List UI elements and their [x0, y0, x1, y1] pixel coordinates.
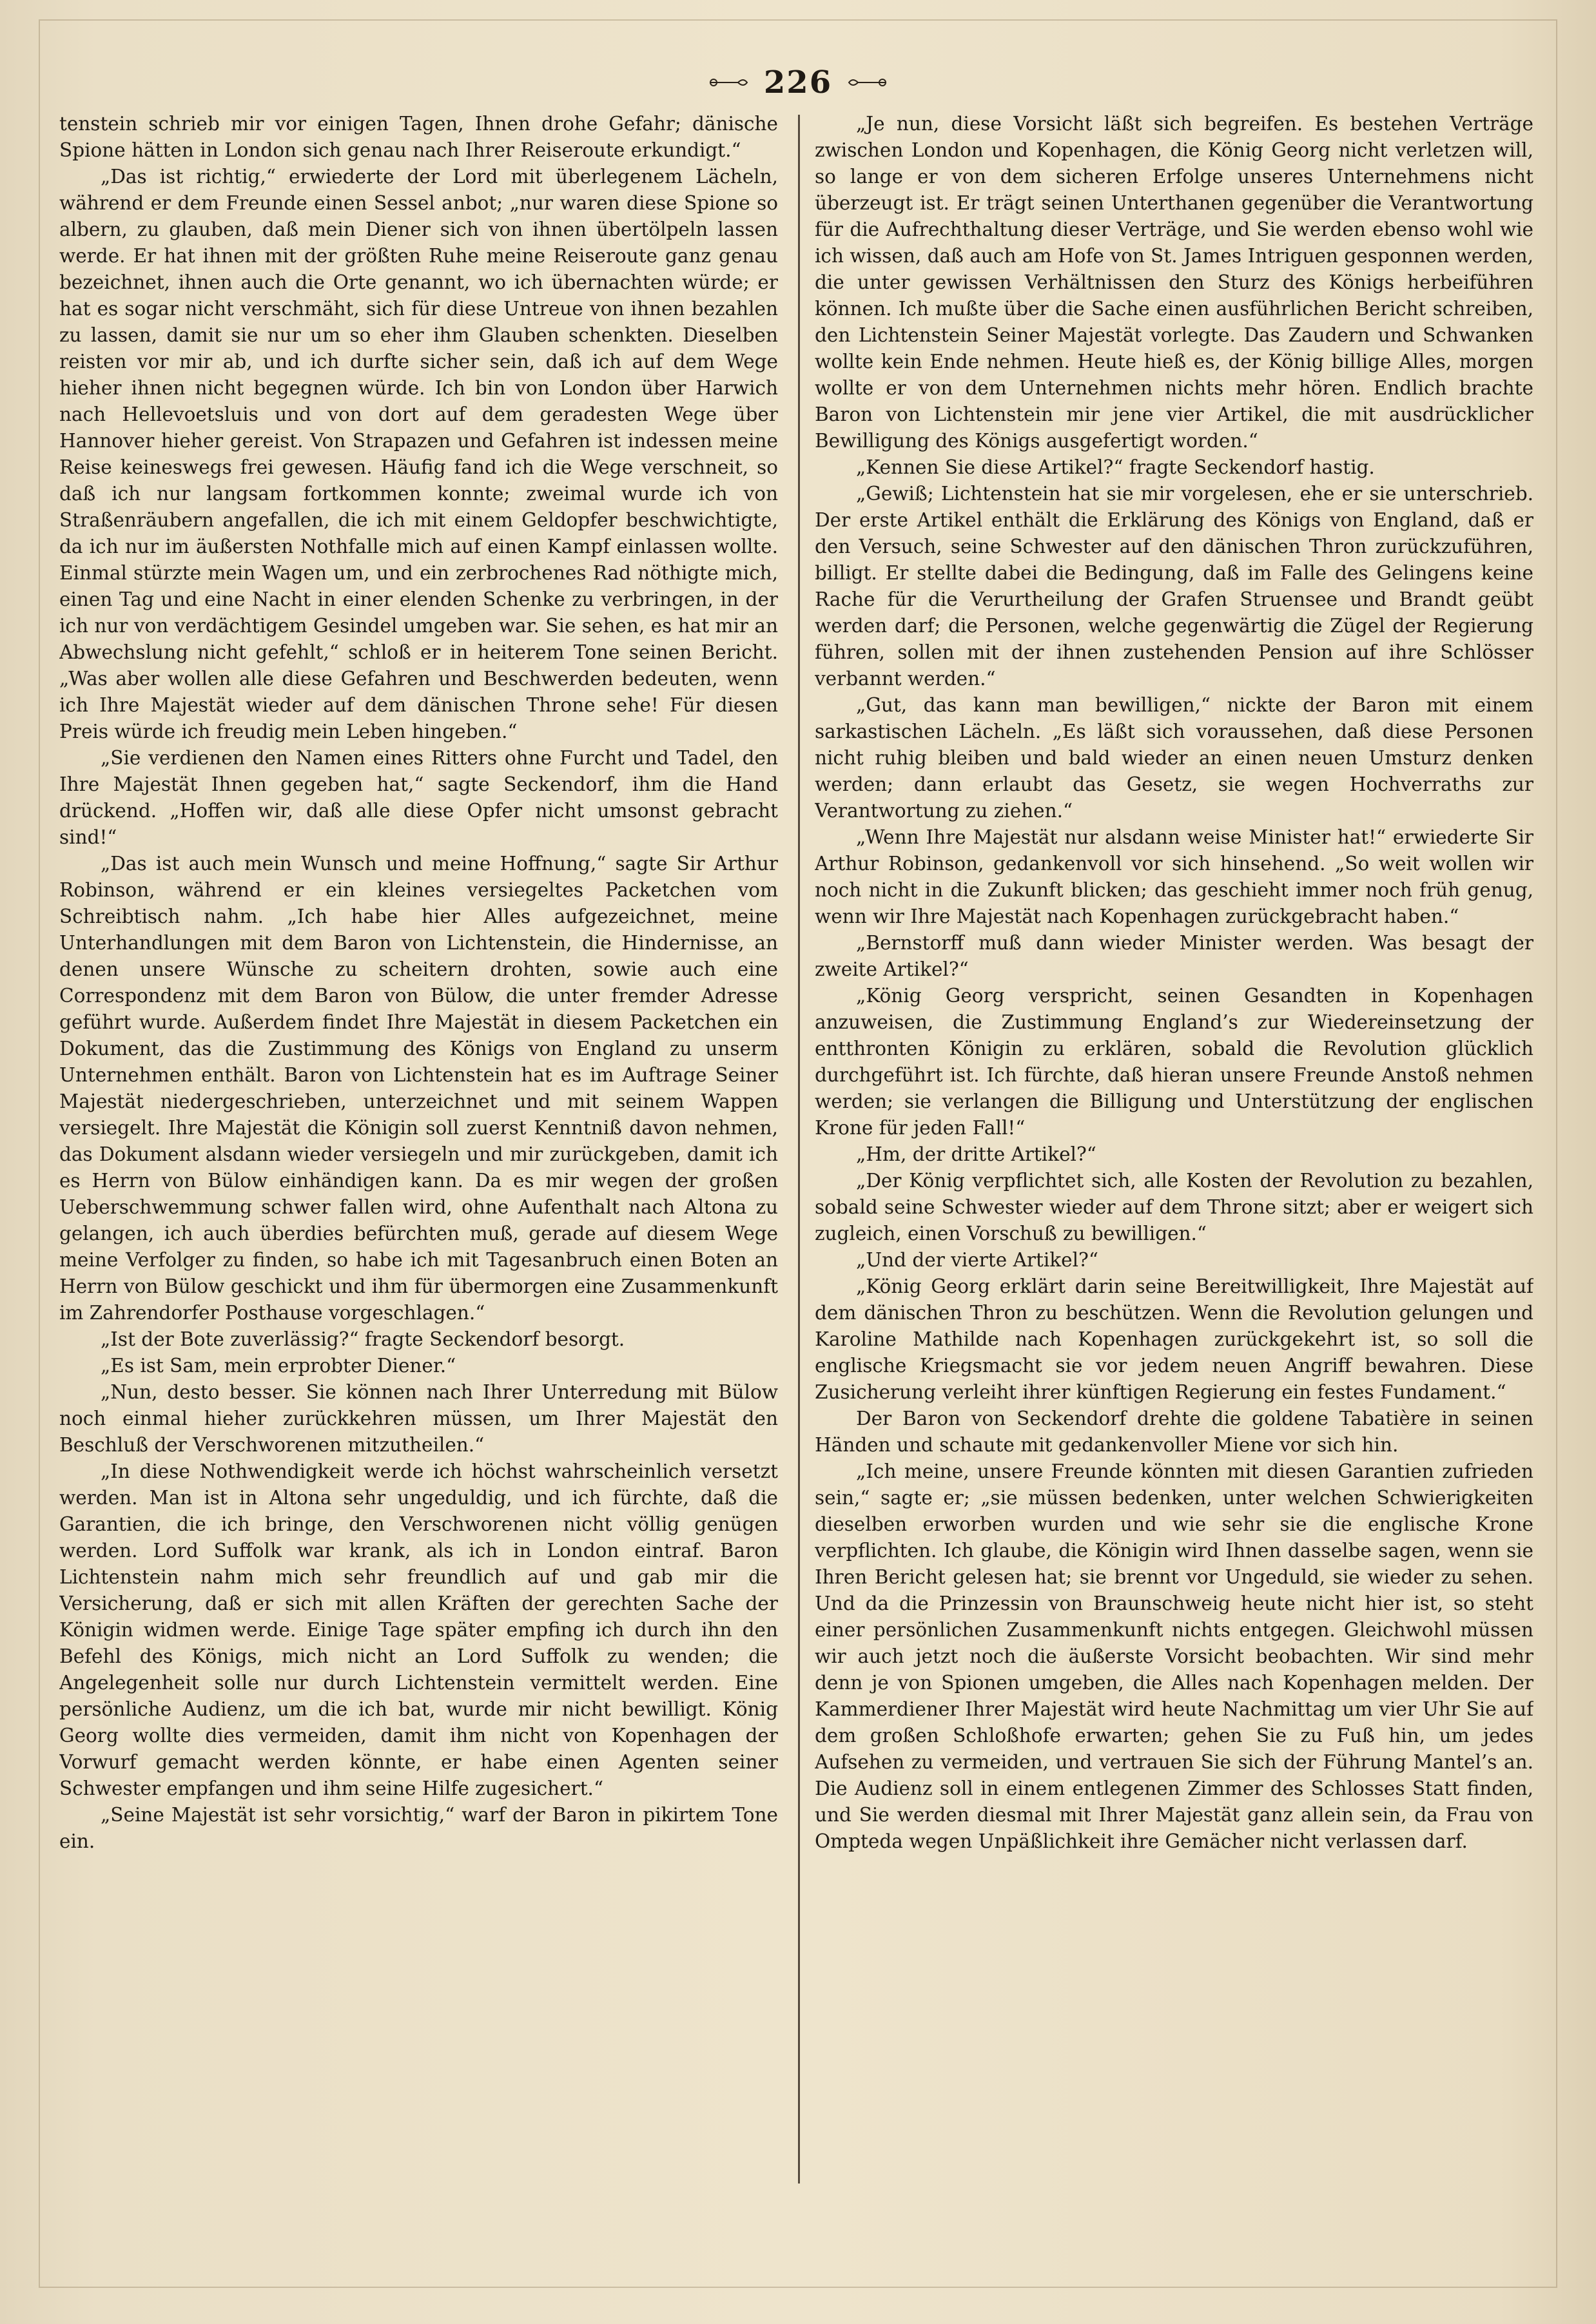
paragraph: Der Baron von Seckendorf drehte die goldene Tabatière in seinen Händen und schaute mit gedankenvoller Miene vor sich hin. [815, 1408, 1533, 1456]
paragraph: „Der König verpflichtet sich, alle Kosten der Revolution zu bezahlen, sobald seine Schwester wieder auf dem Throne sitzt; aber er weigert sich zugleich, einen Vorschuß zu bewilligen.“ [815, 1170, 1533, 1244]
paragraph: „Kennen Sie diese Artikel?“ fragte Seckendorf hastig. [856, 456, 1375, 478]
paragraph: „Das ist auch mein Wunsch und meine Hoffnung,“ sagte Sir Arthur Robinson, während er ein kleines versiegeltes Packetchen vom Schreibtisch nahm. „Ich habe hier Alles aufgezeichnet, meine Unterhandlungen mit dem Baron von Lichtenstein, die Hindernisse, an denen unsere Wünsche zu scheitern drohten, sowie auch eine Correspondenz mit dem Baron von Bülow, die unter fremder Adresse geführt wurde. Außerdem findet Ihre Majestät in diesem Packetchen ein Dokument, das die Zustimmung des Königs von England zu unserm Unternehmen enthält. Baron von Lichtenstein hat es im Auftrage Seiner Majestät niedergeschrieben, unterzeichnet und mit seinem Wappen versiegelt. Ihre Majestät die Königin soll zuerst Kenntniß davon nehmen, das Dokument alsdann wieder versiegeln und mir zurückgeben, damit ich es Herrn von Bülow einhändigen kann. Da es mir wegen der großen Ueberschwemmung schwer fallen wird, ohne Aufenthalt nach Altona zu gelangen, ich auch überdies befürchten muß, gerade auf diesem Wege meine Verfolger zu finden, so habe ich mit Tagesanbruch einen Boten an Herrn von Bülow geschickt und ihm für übermorgen eine Zusammenkunft im Zahrendorfer Posthause vorgeschlagen.“ [59, 853, 778, 1324]
paragraph: „Nun, desto besser. Sie können nach Ihrer Unterredung mit Bülow noch einmal hieher zurückkehren müssen, um Ihrer Majestät den Beschluß der Verschworenen mitzutheilen.“ [59, 1381, 778, 1456]
paragraph: „Bernstorff muß dann wieder Minister werden. Was besagt der zweite Artikel?“ [815, 932, 1533, 980]
paragraph: „Gewiß; Lichtenstein hat sie mir vorgelesen, ehe er sie unterschrieb. Der erste Artikel enthält die Erklärung des Königs von England, daß er den Versuch, seine Schwester auf den dänischen Thron zurückzuführen, billigt. Er stellte dabei die Bedingung, daß im Falle des Gelingens keine Rache für die Verurtheilung der Grafen Struensee und Brandt geübt werden darf; die Personen, welche gegenwärtig die Zügel der Regierung führen, sollen mit der ihnen zustehenden Pension auf ihre Schlösser verbannt werden.“ [815, 483, 1533, 690]
paragraph: „Sie verdienen den Namen eines Ritters ohne Furcht und Tadel, den Ihre Majestät Ihnen gegeben hat,“ sagte Seckendorf, ihm die Hand drückend. „Hoffen wir, daß alle diese Opfer nicht umsonst gebracht sind!“ [59, 747, 778, 848]
paragraph: „Seine Majestät ist sehr vorsichtig,“ warf der Baron in pikirtem Tone ein. [59, 1804, 778, 1852]
page-header [0, 57, 1596, 108]
paragraph: „Das ist richtig,“ erwiederte der Lord mit überlegenem Lächeln, während er dem Freunde einen Sessel anbot; „nur waren diese Spione so albern, zu glauben, daß mein Diener sich von ihnen übertölpeln lassen werde. Er hat ihnen mit der größten Ruhe meine Reiseroute ganz genau bezeichnet, ihnen auch die Orte genannt, wo ich übernachten würde; er hat es sogar nicht verschmäht, sich für diese Untreue von ihnen bezahlen zu lassen, damit sie nur um so eher ihm Glauben schenkten. Dieselben reisten vor mir ab, und ich durfte sicher sein, daß ich auf dem Wege hieher ihnen nicht begegnen würde. Ich bin von London über Harwich nach Hellevoetsluis und von dort auf dem geradesten Wege über Hannover hieher gereist. Von Strapazen und Gefahren ist indessen meine Reise keineswegs frei gewesen. Häufig fand ich die Wege verschneit, so daß ich nur langsam fortkommen konnte; zweimal wurde ich von Straßenräubern angefallen, die ich mit einem Geldopfer beschwichtigte, da ich nur im äußersten Nothfalle mich auf einen Kampf einlassen wollte. Einmal stürzte mein Wagen um, und ein zerbrochenes Rad nöthigte mich, einen Tag und eine Nacht in einer elenden Schenke zu verbringen, in der ich nur von verdächtigem Gesindel umgeben war. Sie sehen, es hat mir an Abwechslung nicht gefehlt,“ schloß er in heiterem Tone seinen Bericht. „Was aber wollen alle diese Gefahren und Beschwerden bedeuten, wenn ich Ihre Majestät wieder auf dem dänischen Throne sehe! Für diesen Preis würde ich freudig mein Leben hingeben.“ [59, 166, 778, 742]
paragraph: „Und der vierte Artikel?“ [856, 1249, 1098, 1271]
left-ornament-icon [706, 73, 751, 92]
paragraph: „Ich meine, unsere Freunde könnten mit diesen Garantien zufrieden sein,“ sagte er; „sie müssen bedenken, unter welchen Schwierigkeiten dieselben erworben wurden und wie sehr sie die englische Krone verpflichten. Ich glaube, die Königin wird Ihnen dasselbe sagen, wenn sie Ihren Bericht gelesen hat; sie brennt vor Ungeduld, sie wieder zu sehen. Und da die Prinzessin von Braunschweig heute nicht hier ist, so steht einer persönlichen Zusammenkunft nichts entgegen. Gleichwohl müssen wir auch jetzt noch die äußerste Vorsicht beobachten. Wir sind mehr denn je von Spionen umgeben, die Alles nach Kopenhagen melden. Der Kammerdiener Ihrer Majestät wird heute Nachmittag um vier Uhr Sie auf dem großen Schloßhofe erwarten; gehen Sie zu Fuß hin, um jedes Aufsehen zu vermeiden, und vertrauen Sie sich der Führung Mantel’s an. Die Audienz soll in einem entlegenen Zimmer des Schlosses Statt finden, und Sie werden diesmal mit Ihrer Majestät ganz allein sein, da Frau von Ompteda wegen Unpäßlichkeit ihre Gemächer nicht verlassen darf. [815, 1460, 1533, 1852]
right-ornament-icon [845, 73, 890, 92]
paragraph: tenstein schrieb mir vor einigen Tagen, Ihnen drohe Gefahr; dänische Spione hätten in London sich genau nach Ihrer Reiseroute erkundigt.“ [59, 113, 778, 161]
paragraph: „Ist der Bote zuverlässig?“ fragte Seckendorf besorgt. [101, 1328, 625, 1350]
paragraph: „König Georg verspricht, seinen Gesandten in Kopenhagen anzuweisen, die Zustimmung England’s zur Wiedereinsetzung der entthronten Königin zu erklären, sobald die Revolution glücklich durchgeführt ist. Ich fürchte, daß hieran unsere Freunde Anstoß nehmen werden; sie verlangen die Billigung und Unterstützung der englischen Krone für jeden Fall!“ [815, 985, 1533, 1139]
page-number: 226 [763, 64, 833, 101]
left-column [59, 111, 778, 2183]
right-column [815, 111, 1533, 2183]
paragraph: „Je nun, diese Vorsicht läßt sich begreifen. Es bestehen Verträge zwischen London und Kopenhagen, die König Georg nicht verletzen will, so lange er von dem sicheren Erfolge unseres Unternehmens nicht überzeugt ist. Er trägt seinen Unterthanen gegenüber die Verantwortung für die Aufrechthaltung dieser Verträge, und Sie werden ebenso wohl wie ich wissen, daß auch am Hofe von St. James Intriguen gesponnen werden, die unter gewissen Verhältnissen den Sturz des Königs herbeiführen können. Ich mußte über die Sache einen ausführlichen Bericht schreiben, den Lichtenstein Seiner Majestät vorlegte. Das Zaudern und Schwanken wollte kein Ende nehmen. Heute hieß es, der König billige Alles, morgen wollte er von dem Unternehmen nichts mehr hören. Endlich brachte Baron von Lichtenstein mir jene vier Artikel, die mit ausdrücklicher Bewilligung des Königs ausgefertigt worden.“ [815, 113, 1533, 452]
paragraph: „Hm, der dritte Artikel?“ [856, 1143, 1096, 1165]
paragraph: „In diese Nothwendigkeit werde ich höchst wahrscheinlich versetzt werden. Man ist in Altona sehr ungeduldig, und ich fürchte, daß die Garantien, die ich bringe, den Verschworenen nicht völlig genügen werden. Lord Suffolk war krank, als ich in London eintraf. Baron Lichtenstein nahm mich sehr freundlich auf und gab mir die Versicherung, daß er sich mit allen Kräften der gerechten Sache der Königin widmen werde. Einige Tage später empfing ich durch ihn den Befehl des Königs, mich nicht an Lord Suffolk zu wenden; die Angelegenheit solle nur durch Lichtenstein vermittelt werden. Eine persönliche Audienz, um die ich bat, wurde mir nicht bewilligt. König Georg wollte dies vermeiden, damit ihm nicht von Kopenhagen der Vorwurf gemacht werden könnte, er habe einen Agenten seiner Schwester empfangen und ihm seine Hilfe zugesichert.“ [59, 1460, 778, 1799]
paragraph: „Es ist Sam, mein erprobter Diener.“ [101, 1355, 456, 1377]
paragraph: „König Georg erklärt darin seine Bereitwilligkeit, Ihre Majestät auf dem dänischen Thron zu beschützen. Wenn die Revolution gelungen und Karoline Mathilde nach Kopenhagen zurückgekehrt ist, so soll die englische Kriegsmacht sie vor jedem neuen Angriff bewahren. Diese Zusicherung verleiht ihrer künftigen Regierung ein festes Fundament.“ [815, 1275, 1533, 1403]
column-divider [798, 115, 800, 2184]
paragraph: „Gut, das kann man bewilligen,“ nickte der Baron mit einem sarkastischen Lächeln. „Es läßt sich voraussehen, daß diese Personen nicht ruhig bleiben und bald wieder an einen neuen Umsturz denken werden; dann erlaubt das Gesetz, sie wegen Hochverraths zur Verantwortung zu ziehen.“ [815, 694, 1533, 822]
paragraph: „Wenn Ihre Majestät nur alsdann weise Minister hat!“ erwiederte Sir Arthur Robinson, gedankenvoll vor sich hinsehend. „So weit wollen wir noch nicht in die Zukunft blicken; das geschieht immer noch früh genug, wenn wir Ihre Majestät nach Kopenhagen zurückgebracht haben.“ [815, 826, 1533, 927]
